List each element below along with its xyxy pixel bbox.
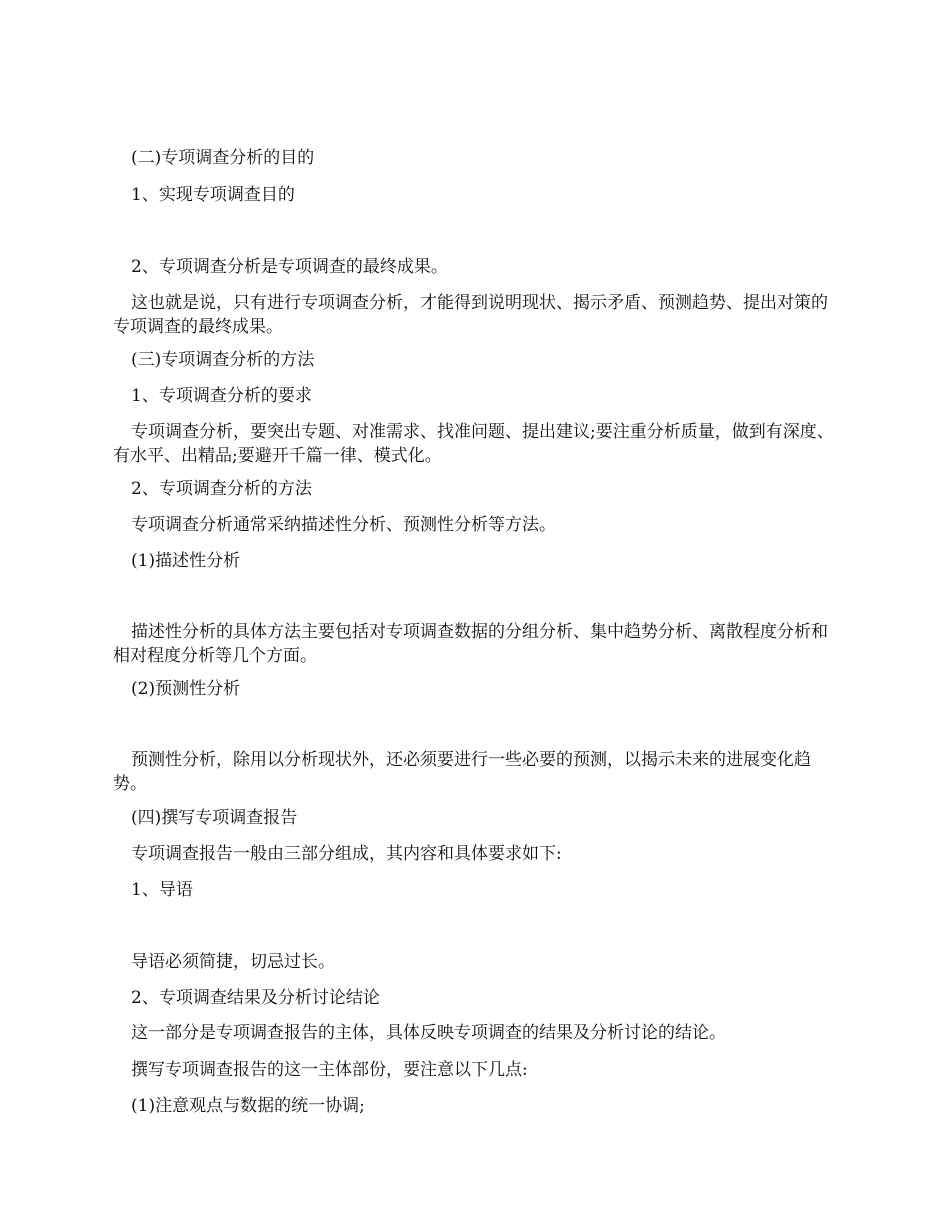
heading-purpose: (二)专项调查分析的目的: [131, 148, 315, 168]
paragraph-report-intro: 专项调查报告一般由三部分组成，其内容和具体要求如下:: [131, 844, 562, 864]
item-achieve-purpose: 1、实现专项调查目的: [131, 185, 295, 205]
paragraph-points: 撰写专项调查报告的这一主体部份，要注意以下几点:: [131, 1060, 528, 1080]
item-methods: 2、专项调查分析的方法: [131, 479, 312, 499]
paragraph-requirements: 专项调查分析，要突出专题、对准需求、找准问题、提出建议;要注重分析质量，做到有深度、有水平、出精品;要避开千篇一律、模式化。: [113, 422, 834, 466]
paragraph-results: 这一部分是专项调查报告的主体，具体反映专项调查的结果及分析讨论的结论。: [131, 1023, 726, 1043]
item-requirements: 1、专项调查分析的要求: [131, 386, 312, 406]
heading-method: (三)专项调查分析的方法: [131, 350, 315, 370]
subheading-predictive: (2)预测性分析: [131, 679, 241, 699]
item-final-result: 2、专项调查分析是专项调查的最终成果。: [131, 257, 448, 277]
paragraph-methods: 专项调查分析通常采纳描述性分析、预测性分析等方法。: [131, 515, 556, 535]
subheading-descriptive: (1)描述性分析: [131, 551, 241, 571]
item-introduction: 1、导语: [131, 880, 193, 900]
paragraph-introduction: 导语必须简捷，切忌过长。: [131, 952, 335, 972]
paragraph-predictive: 预测性分析，除用以分析现状外，还必须要进行一些必要的预测，以揭示未来的进展变化趋势。: [113, 750, 811, 794]
item-results: 2、专项调查结果及分析讨论结论: [131, 988, 380, 1008]
paragraph-explanation: 这也就是说，只有进行专项调查分析，才能得到说明现状、揭示矛盾、预测趋势、提出对策的专项调查的最终成果。: [113, 293, 828, 337]
item-point-one: (1)注意观点与数据的统一协调;: [131, 1096, 365, 1116]
heading-report: (四)撰写专项调查报告: [131, 808, 298, 828]
paragraph-descriptive: 描述性分析的具体方法主要包括对专项调查数据的分组分析、集中趋势分析、离散程度分析和相对程度分析等几个方面。: [113, 622, 828, 666]
